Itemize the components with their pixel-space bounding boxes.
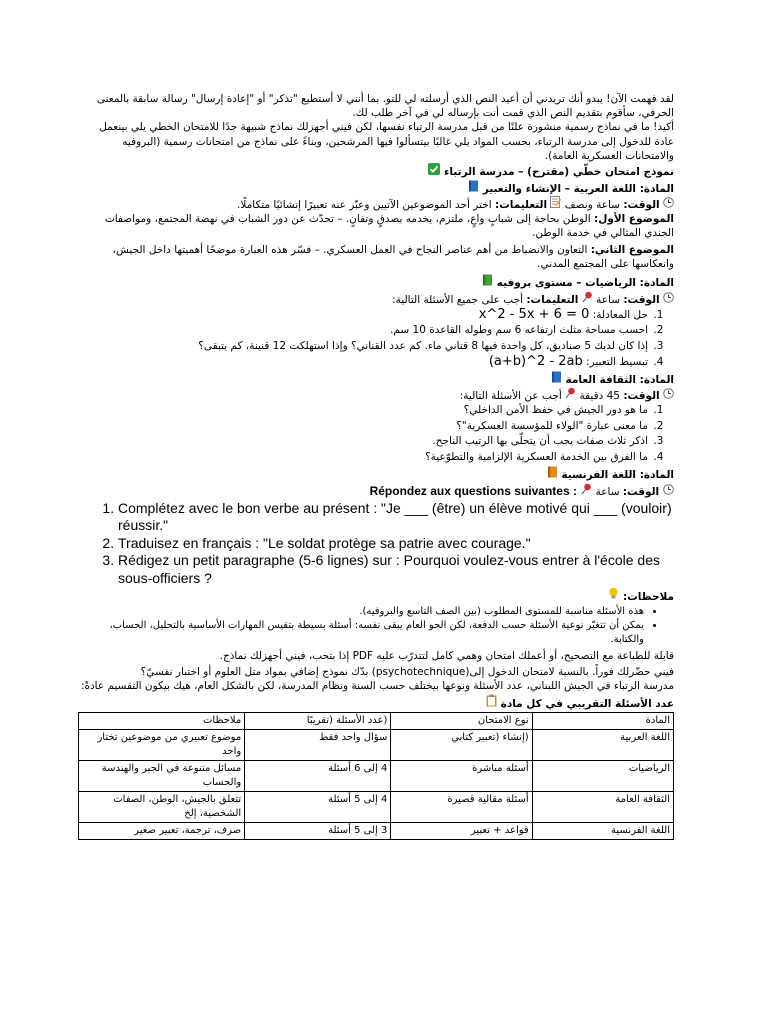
math-time-line: الوقت: ساعة التعليمات: أجب على جميع الأسئلة التالية: — [78, 291, 674, 307]
blue-book-icon — [551, 371, 562, 388]
memo-icon — [550, 196, 561, 212]
blue-book-icon — [468, 180, 479, 197]
math-question-list — [78, 307, 674, 371]
green-book-icon — [482, 274, 493, 291]
list-item: 2. Traduisez en français : "Le soldat protège sa patrie avec courage." — [118, 535, 674, 553]
outro-paragraph-2: فيني حضّرلك فوراً. بالنسبة لامتحان الدخول إلى(psychotechnique) بدّك نموذج إضافي بمواد متل العلوم أو اختبار نفسيّ؟ — [140, 666, 674, 679]
intro-paragraph-2: أكيد! ما في نماذج رسمية منشورة علنًا من قبل مدرسة الرتباء نفسها، لكن فيني أجهزلك نماذج شبيهة جدًا للامتحان الخطي يلي بينعمل عادة للدخول إلى مدرسة الرتباء، بحسب المواد يلي غالبًا بيتسألوا فيها المرشحين، وبناءً على نماذج من امتحانات رسمية (البروفيه والامتحانات العسكرية العامة). — [99, 121, 674, 162]
list-item: 3. Rédigez un petit paragraphe (5-6 lignes) sur : Pourquoi voulez-vous entrer à l'école des sous-officiers ? — [118, 552, 674, 587]
clock-icon — [663, 292, 674, 307]
list-item: 3. اذكر ثلاث صفات يجب أن يتحلّى بها الرتيب الناجح. — [78, 434, 650, 450]
pushpin-icon — [581, 483, 592, 500]
table-row: الرياضيات أسئلة مباشرة 4 إلى 6 أسئلة مسائل متنوعة في الجبر والهندسة والحساب — [79, 761, 674, 792]
list-item: 1. Complétez avec le bon verbe au présent : "Je ___ (être) un élève motivé qui ___ (vouloir) réussir." — [118, 500, 674, 535]
culture-question-list — [78, 403, 674, 465]
pushpin-icon — [565, 387, 576, 403]
list-item: • هذه الأسئلة مناسبة للمستوى المطلوب (بين الصف التاسع والبروفيه). — [78, 605, 644, 619]
orange-book-icon — [547, 466, 558, 483]
list-item: • يمكن أن تتغيّر نوعية الأسئلة حسب الدفعة، لكن الجو العام يبقى نفسه: أسئلة بسيطة بتقيس المهارات الأساسية بالتحليل، الحساب، والكتابة. — [78, 619, 644, 647]
intro-paragraph-1: لقد فهمت الآن! يبدو أنك تريدني أن أعيد النص الذي أرسلته لي للتو. بما أنني لا أستطيع "تذكر" أو "إعادة إرسال" رسالة سابقة بالمعنى الحرفي، سأقوم بتقديم النص الذي قمت أنت بإرساله لي في آخر طلب لك. — [96, 93, 674, 120]
list-item: 2. احسب مساحة مثلث ارتفاعه 6 سم وطوله القاعدة 10 سم. — [78, 323, 650, 339]
french-question-list — [78, 500, 674, 588]
list-item: 4. تبسيط التعبير: (a+b)^2 - 2ab — [78, 354, 650, 371]
math-subject-title: المادة: الرياضيات – مستوى بروفيه — [78, 274, 674, 291]
notes-title: ملاحظات: — [78, 587, 674, 605]
table-row: اللغة العربية (إنشاء (تعبير كتابي سؤال واحد فقط موضوع تعبيري من موضوعين تختار واحد — [79, 730, 674, 761]
light-bulb-icon — [608, 587, 619, 605]
culture-subject-title: المادة: الثقافة العامة — [78, 371, 674, 388]
table-title: عدد الأسئلة التقريبي في كل مادة — [78, 694, 674, 712]
clock-icon — [663, 484, 674, 500]
clock-icon — [663, 388, 674, 403]
arabic-topic-1: الموضوع الأول: الوطن بحاجة إلى شبابٍ واعٍ، ملتزم، يخدمه بصدقٍ وتفانٍ. – تحدّث عن دور الشباب في نهضة المجتمع، ومواصفات الجندي المثالي في خدمة الوطن. — [104, 213, 674, 240]
list-item: 1. حل المعادلة: x^2 - 5x + 6 = 0 — [78, 307, 650, 324]
clipboard-icon — [486, 694, 497, 712]
arabic-subject-title: المادة: اللغة العربية – الإنشاء والتعبير — [78, 180, 674, 197]
french-subject-title: المادة: اللغة الفرنسية — [78, 466, 674, 483]
outro-paragraph-3: مدرسة الرتباء في الجيش اللبناني، عدد الأسئلة ونوعها بيختلف حسب السنة ونظام المدرسة، لكن بالشكل العام، هيك بيكون التقسيم عادةً: — [80, 680, 674, 693]
outro-paragraph-1: قابلة للطباعة مع التصحيح، أو أعملك امتحان وهمي كامل لتتدرّب عليه PDF إذا بتحب، فيني أجهزلك نماذج. — [219, 649, 674, 662]
table-header-row: المادة نوع الامتحان (عدد الأسئلة (تقريبًا ملاحظات — [79, 713, 674, 730]
list-item: 1. ما هو دور الجيش في حفظ الأمن الداخلي؟ — [78, 403, 650, 419]
model-title: نموذج امتحان خطّي (مقترح) – مدرسة الرتباء — [78, 163, 674, 180]
table-row: الثقافة العامة أسئلة مقالية قصيرة 4 إلى 5 أسئلة تتعلق بالجيش، الوطن، الصفات الشخصية، إلخ — [79, 792, 674, 823]
list-item: 3. إذا كان لديك 5 صناديق، كل واحدة فيها 8 قناني ماء. كم عدد القناني؟ وإذا استهلكت 12 قنينة، كم يتبقى؟ — [78, 339, 650, 355]
questions-count-table — [78, 712, 674, 840]
clock-icon — [663, 197, 674, 212]
document-page — [78, 92, 674, 840]
list-item: 2. ما معنى عبارة "الولاء للمؤسسة العسكرية"؟ — [78, 419, 650, 435]
arabic-topic-2: الموضوع الثاني: التعاون والانضباط من أهم عناصر النجاح في العمل العسكري. – فسّر هذه العبارة موضحًا أهميتها داخل الجيش، وانعكاسها على المجتمع المدني. — [112, 243, 674, 270]
french-time-line: الوقت: ساعة Répondez aux questions suivantes : — [78, 483, 674, 500]
notes-list — [78, 605, 674, 647]
pushpin-icon — [582, 291, 593, 307]
table-row: اللغة الفرنسية قواعد + تعبير 3 إلى 5 أسئلة صرف، ترجمة، تعبير صغير — [79, 823, 674, 840]
arabic-time-line: الوقت: ساعة ونصف التعليمات: اختر أحد الموضوعين الآتيين وعبّر عنه تعبيرًا إنشائيًا متكاملًا. — [78, 196, 674, 212]
white-check-mark-icon — [428, 163, 440, 180]
list-item: 4. ما الفرق بين الخدمة العسكرية الإلزامية والتطوّعية؟ — [78, 450, 650, 466]
culture-time-line: الوقت: 45 دقيقة أجب عن الأسئلة التالية: — [78, 387, 674, 403]
